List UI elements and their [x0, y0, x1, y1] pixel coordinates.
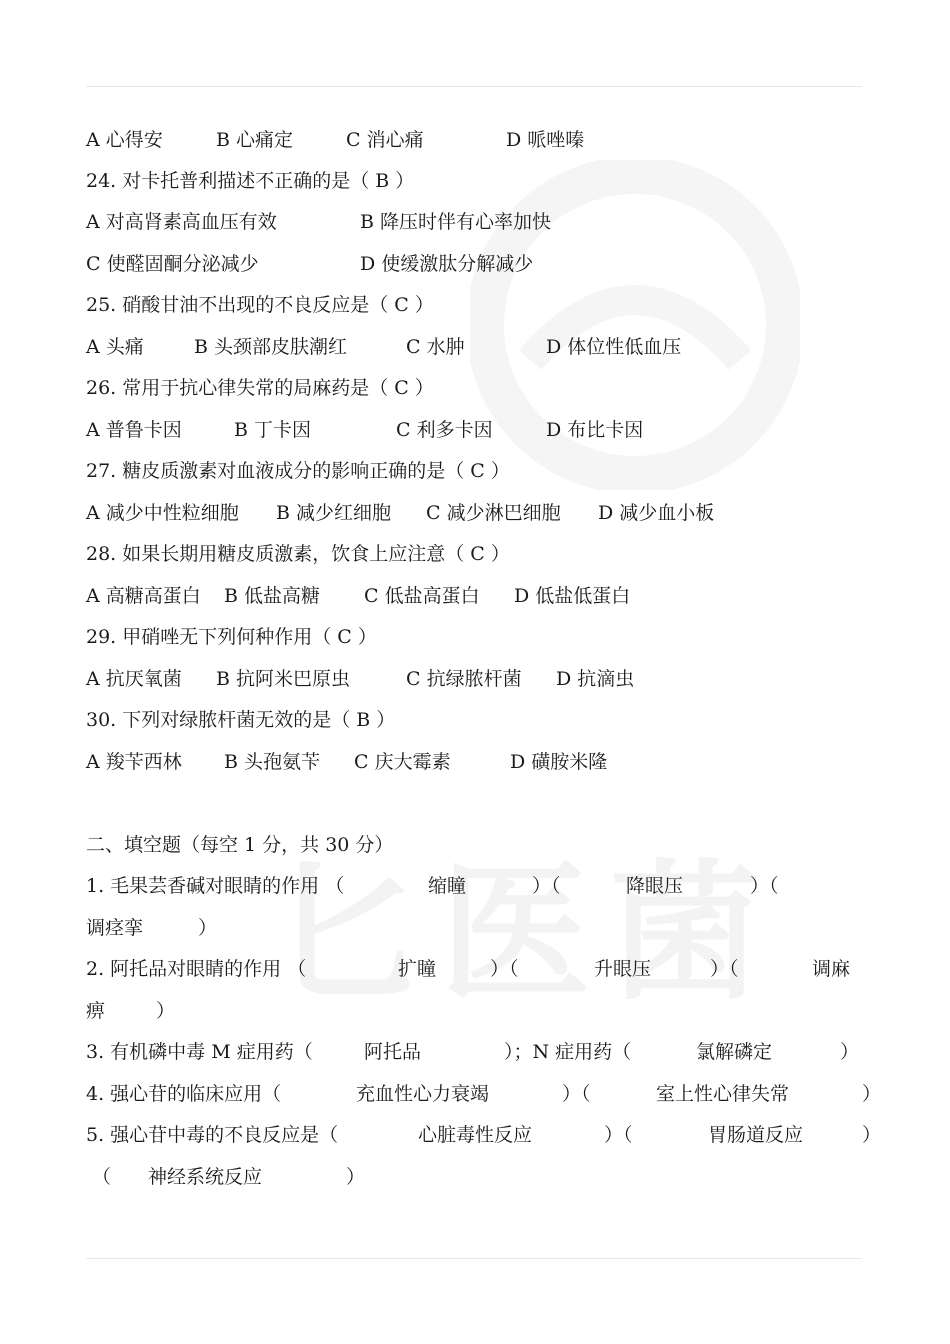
q26-stem: 26. 常用于抗心律失常的局麻药是（ C ） [86, 377, 434, 399]
q26-option-d: D 布比卡因 [546, 419, 644, 441]
q27-option-a: A 减少中性粒细胞 [86, 502, 239, 524]
fill-4-separator: ）（ [562, 1083, 591, 1105]
q26-option-a: A 普鲁卡因 [86, 419, 182, 441]
q30-option-d: D 磺胺米隆 [510, 751, 608, 773]
q24-option-c: C 使醛固酮分泌减少 [86, 253, 259, 275]
q30-option-b: B 头孢氨苄 [224, 751, 321, 773]
fill-2-separator-1: ）（ [490, 958, 519, 980]
q28-option-a: A 高糖高蛋白 [86, 585, 201, 607]
fill-4-close: ） [862, 1083, 882, 1105]
fill-5-answer-1: 心脏毒性反应 [418, 1124, 533, 1146]
fill-2-answer-1: 扩瞳 [398, 958, 437, 980]
fill-1-prompt: 1. 毛果芸香碱对眼睛的作用 （ [86, 875, 345, 897]
q25-option-d: D 体位性低血压 [546, 336, 682, 358]
bottom-divider [86, 1258, 862, 1259]
q25-option-a: A 头痛 [86, 336, 144, 358]
fill-2-answer-3: 调麻 [812, 958, 851, 980]
q26-option-b: B 丁卡因 [234, 419, 312, 441]
fill-5-answer-2: 胃肠道反应 [708, 1124, 804, 1146]
q30-stem: 30. 下列对绿脓杆菌无效的是（ B ） [86, 709, 396, 731]
q24-stem: 24. 对卡托普利描述不正确的是（ B ） [86, 170, 415, 192]
q30-option-c: C 庆大霉素 [354, 751, 451, 773]
fill-3-answer-1: 阿托品 [364, 1041, 422, 1063]
fill-1-separator-1: ）（ [532, 875, 561, 897]
q29-stem: 29. 甲硝唑无下列何种作用（ C ） [86, 626, 377, 648]
q25-stem: 25. 硝酸甘油不出现的不良反应是（ C ） [86, 294, 434, 316]
fill-3-mid: ）；N 症用药（ [504, 1041, 632, 1063]
q25-option-b: B 头颈部皮肤潮红 [194, 336, 348, 358]
fill-5-close-3: ） [346, 1166, 366, 1188]
q29-option-a: A 抗厌氧菌 [86, 668, 182, 690]
q28-option-d: D 低盐低蛋白 [514, 585, 631, 607]
fill-2-close: ） [156, 1000, 176, 1022]
q25-option-c: C 水肿 [406, 336, 465, 358]
fill-2-answer-3-cont: 痹 [86, 1000, 106, 1022]
fill-1-answer-2: 降眼压 [626, 875, 684, 897]
fill-5-close: ） [862, 1124, 882, 1146]
fill-1-answer-3: 调痉挛 [86, 917, 144, 939]
q28-option-b: B 低盐高糖 [224, 585, 321, 607]
fill-5-prompt: 5. 强心苷中毒的不良反应是（ [86, 1124, 339, 1146]
q24-option-d: D 使缓激肽分解减少 [360, 253, 534, 275]
q28-stem: 28. 如果长期用糖皮质激素，饮食上应注意（ C ） [86, 543, 510, 565]
fill-1-separator-2: ）（ [750, 875, 779, 897]
q23-option-d: D 哌唑嗪 [506, 129, 585, 151]
fill-section-heading: 二、填空题（每空 1 分，共 30 分） [86, 834, 394, 856]
q27-option-b: B 减少红细胞 [276, 502, 392, 524]
q23-option-a: A 心得安 [86, 129, 163, 151]
fill-1-close: ） [198, 917, 218, 939]
fill-2-prompt: 2. 阿托品对眼睛的作用 （ [86, 958, 307, 980]
q30-option-a: A 羧苄西林 [86, 751, 182, 773]
fill-4-prompt: 4. 强心苷的临床应用（ [86, 1083, 282, 1105]
fill-3-prompt: 3. 有机磷中毒 M 症用药（ [86, 1041, 313, 1063]
q28-option-c: C 低盐高蛋白 [364, 585, 480, 607]
q29-option-c: C 抗绿脓杆菌 [406, 668, 522, 690]
fill-3-close: ） [840, 1041, 860, 1063]
q29-option-b: B 抗阿米巴原虫 [216, 668, 351, 690]
q27-option-d: D 减少血小板 [598, 502, 715, 524]
q23-option-b: B 心痛定 [216, 129, 294, 151]
q24-option-a: A 对高肾素高血压有效 [86, 211, 277, 233]
q24-option-b: B 降压时伴有心率加快 [360, 211, 552, 233]
q26-option-c: C 利多卡因 [396, 419, 493, 441]
fill-2-answer-2: 升眼压 [594, 958, 652, 980]
fill-5-separator: ）（ [604, 1124, 633, 1146]
fill-1-answer-1: 缩瞳 [428, 875, 467, 897]
fill-4-answer-1: 充血性心力衰竭 [356, 1083, 490, 1105]
fill-3-answer-2: 氯解磷定 [696, 1041, 773, 1063]
top-divider [86, 86, 862, 87]
q27-option-c: C 减少淋巴细胞 [426, 502, 561, 524]
q23-option-c: C 消心痛 [346, 129, 424, 151]
q29-option-d: D 抗滴虫 [556, 668, 635, 690]
fill-5-open-3: （ [92, 1166, 112, 1188]
fill-5-answer-3: 神经系统反应 [148, 1166, 263, 1188]
q27-stem: 27. 糖皮质激素对血液成分的影响正确的是（ C ） [86, 460, 510, 482]
fill-4-answer-2: 室上性心律失常 [656, 1083, 790, 1105]
fill-2-separator-2: ）（ [710, 958, 739, 980]
